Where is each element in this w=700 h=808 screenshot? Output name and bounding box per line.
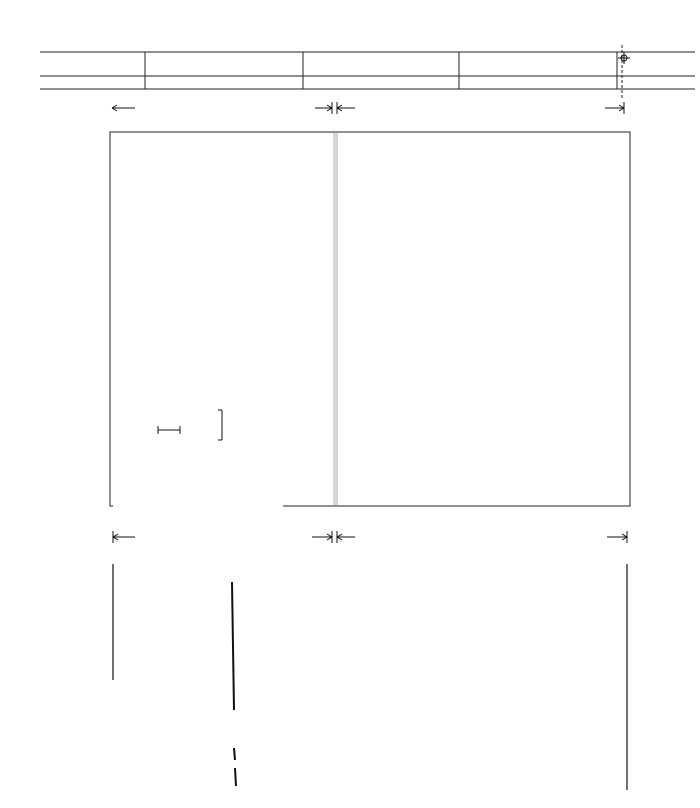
lower-line-arrows bbox=[113, 531, 627, 543]
well-symbol bbox=[618, 52, 630, 64]
interp-frame bbox=[113, 564, 627, 790]
scale-legend-box bbox=[113, 396, 283, 508]
section-grid bbox=[40, 45, 695, 100]
seismic-gap bbox=[333, 133, 338, 505]
fault bbox=[232, 582, 236, 786]
upper-line-arrows bbox=[112, 102, 624, 114]
